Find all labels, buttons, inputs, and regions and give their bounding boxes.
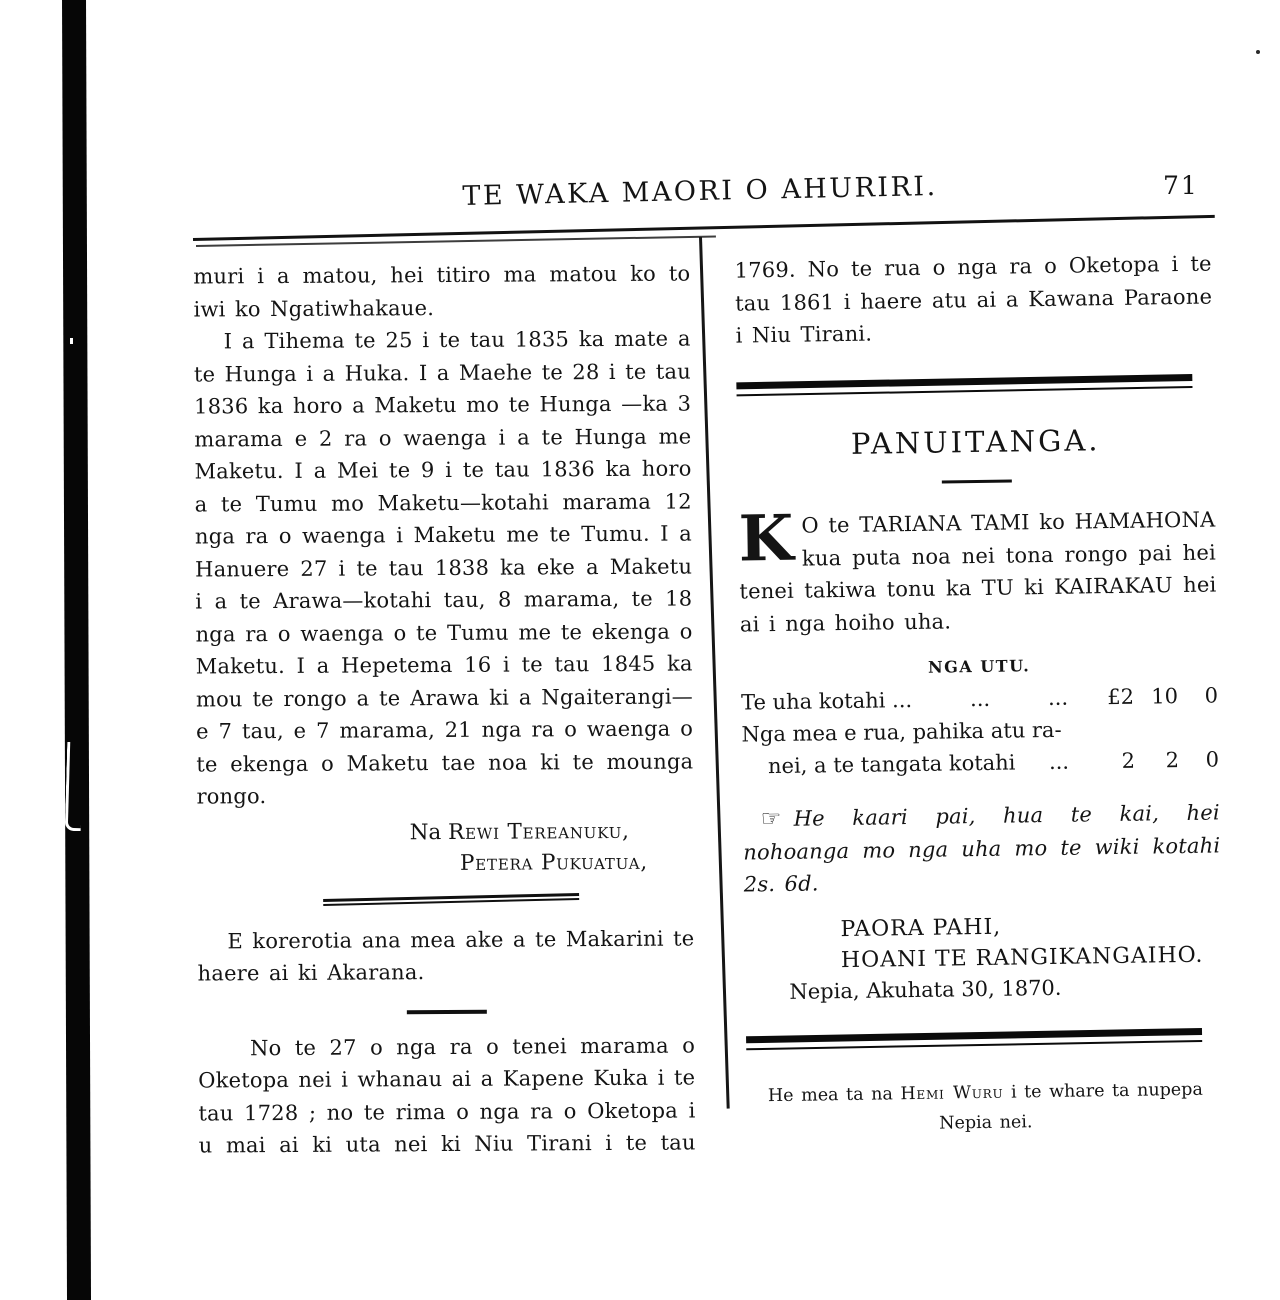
- price-shillings: 10: [1151, 684, 1179, 709]
- price-pence: 0: [1204, 683, 1219, 708]
- advert-signatures: [744, 908, 1222, 977]
- dateline: Nepia, Akuhata 30, 1870.: [789, 975, 1062, 1004]
- paragraph-1769: 1769. No te rua o nga ra o Oketopa i te tau 1861 i haere atu ai a Kawana Paraone i Niu Tirani.: [734, 251, 1213, 348]
- manicule-pointing-hand-icon: ☞: [760, 805, 782, 833]
- prices-heading: NGA UTU.: [927, 656, 1031, 677]
- advert-body: [738, 500, 1217, 640]
- binding-dot-artifact: [70, 338, 73, 344]
- section-thick-rule: [736, 374, 1192, 396]
- advert-note-text: He kaari pai, hua te kai, hei nohoanga mo nga uha mo te wiki kotahi 2s. 6d.: [743, 800, 1221, 897]
- section-double-rule: [323, 892, 579, 905]
- left-column: [193, 257, 695, 1162]
- advert-note: [743, 796, 1221, 901]
- price-label: nei, a te tangata kotahi: [767, 750, 1016, 779]
- right-column: [734, 248, 1224, 1141]
- imprint-text: He mea ta na: [767, 1083, 901, 1106]
- signature-line: HOANI TE RANGIKANGAIHO.: [840, 942, 1204, 973]
- signature-line: PAORA PAHI,: [840, 914, 1002, 942]
- heading-short-rule: [941, 479, 1011, 484]
- printer-name: Hemi Wuru: [900, 1082, 1004, 1104]
- price-table: [741, 679, 1219, 782]
- signature-line: [197, 846, 694, 880]
- price-row: [741, 711, 1219, 782]
- dot-leader: ...: [969, 686, 991, 712]
- advert-body-text: O te TARIANA TAMI ko HAMAHONA kua puta noa nei tona rongo pai hei tenei takiwa tonu ka TU ki KAIRAKAU hei ai i nga hoiho uha.: [739, 507, 1217, 637]
- section-thick-rule: [746, 1027, 1202, 1049]
- price-pounds: 2: [1121, 748, 1136, 773]
- paragraph-continuation: muri i a matou, hei titiro ma matou ko to iwi ko Ngatiwhakaue.: [193, 261, 691, 322]
- masthead-title: TE WAKA MAORI O AHURIRI.: [462, 171, 938, 212]
- signature-line: [197, 815, 694, 849]
- signature-name: Rewi Tereanuku,: [448, 818, 630, 845]
- imprint-text: i te whare ta nupepa: [1003, 1079, 1203, 1103]
- imprint: [747, 1074, 1225, 1141]
- dot-leader: ...: [1047, 685, 1069, 710]
- imprint-line: Nepia nei.: [939, 1111, 1033, 1134]
- price-label-line1: Nga mea e rua, pahika atu ra-: [741, 717, 1062, 747]
- price-shillings: 2: [1165, 748, 1180, 773]
- signature-name: Petera Pukuatua,: [459, 849, 649, 876]
- price-label-area: [742, 745, 1083, 782]
- price-pounds: £2: [1107, 684, 1135, 710]
- paragraph-kapene-kuka: No te 27 o nga ra o tenei marama o Oketopa nei i whanau ai a Kapene Kuka i te tau 1728 ; no te rima o nga ra o Oketopa i u mai ai ki uta nei ki Niu Tirani i te tau: [198, 1032, 696, 1158]
- binding-shadow-band: [62, 0, 91, 1300]
- binding-scratch-artifact: [65, 742, 83, 831]
- paragraph-makarini: E korerotia ana mea ake a te Makarini te haere ai ki Akarana.: [197, 925, 695, 986]
- price-label: Te uha kotahi ...: [740, 688, 913, 715]
- advert-heading: PANUITANGA.: [850, 422, 1101, 461]
- section-short-rule: [406, 1009, 486, 1013]
- signature-prefix: Na: [409, 819, 449, 845]
- page-number: 71: [1163, 171, 1199, 200]
- dot-leader: ...: [1048, 749, 1070, 774]
- drop-cap-letter: K: [738, 500, 795, 576]
- ink-speck: [1256, 50, 1260, 54]
- price-pence: 0: [1205, 747, 1220, 772]
- price-label-line2-row: [742, 743, 1219, 782]
- price-label-area: [741, 681, 1082, 718]
- paragraph-chronology: I a Tihema te 25 i te tau 1835 ka mate a te Hunga i a Huka. I a Maehe te 28 i te tau 1836 ka horo a Maketu mo te Hunga —ka 3 marama e 2 ra o waenga i a te Hunga me Maketu. I a Mei te 9 i te tau 1836 ka horo a te Tumu mo Maketu—kotahi marama 12 nga ra o waenga i Maketu me te Tumu. I a Hanuere 27 i te tau 1838 ka eke a Maketu i a te Arawa—kotahi tau, 8 marama, te 18 nga ra o waenga o te Tumu me te ekenga o Maketu. I a Hepetema 16 i te tau 1845 ka mou te rongo a te Arawa ki a Ngaiterangi—e 7 tau, e 7 marama, 21 nga ra o waenga o te ekenga o Maketu tae noa ki te mounga rongo.: [193, 326, 694, 809]
- column-divider-rule: [699, 237, 729, 1109]
